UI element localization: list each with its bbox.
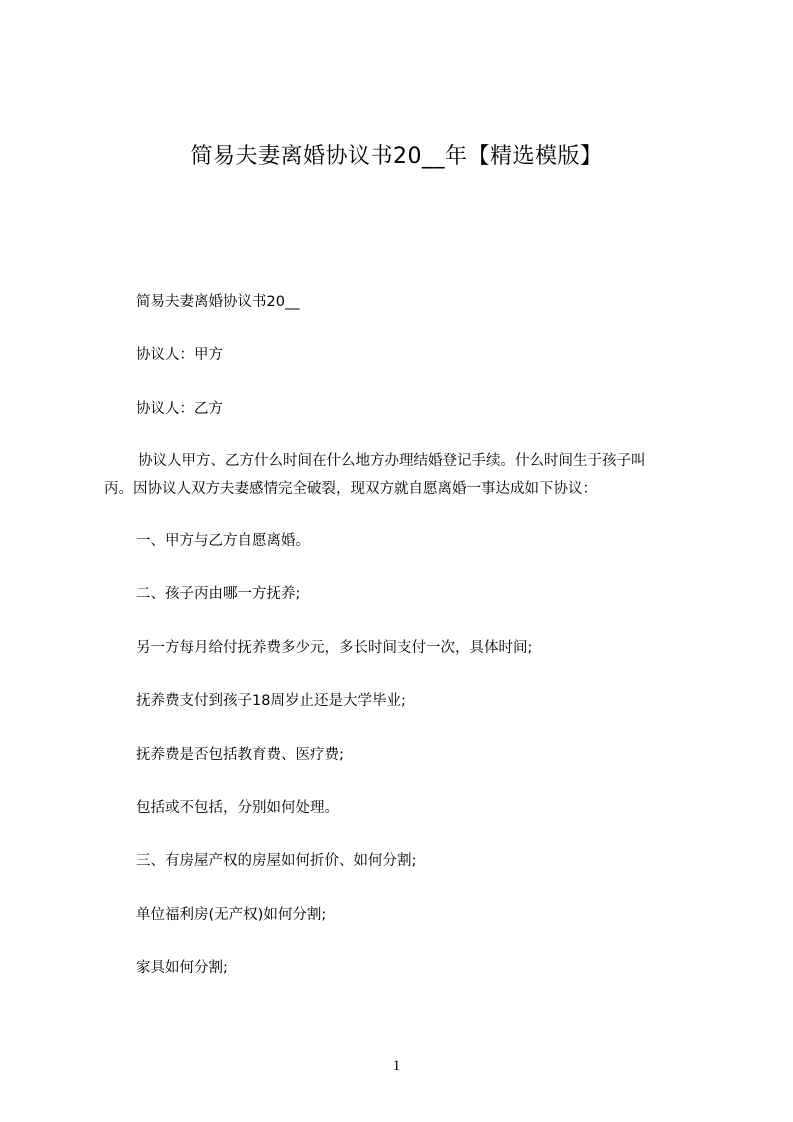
document-title: 简易夫妻离婚协议书20__年【精选模版】 [190, 144, 603, 169]
party-b-line: 协议人：乙方 [136, 401, 223, 417]
clause-item: 抚养费是否包括教育费、医疗费; [136, 747, 344, 763]
intro-paragraph-line-1: 协议人甲方、乙方什么时间在什么地方办理结婚登记手续。什么时间生于孩子叫 [138, 453, 646, 469]
clause-item: 另一方每月给付抚养费多少元，多长时间支付一次，具体时间; [136, 640, 533, 656]
clause-item: 包括或不包括，分别如何处理。 [136, 800, 339, 816]
intro-paragraph-line-2: 丙。因协议人双方夫妻感情完全破裂，现双方就自愿离婚一事达成如下协议： [104, 481, 597, 497]
clause-item: 二、孩子丙由哪一方抚养; [136, 586, 301, 602]
clause-item: 一、甲方与乙方自愿离婚。 [136, 533, 310, 549]
intro-paragraph [104, 447, 694, 503]
clause-item: 抚养费支付到孩子18周岁止还是大学毕业; [136, 693, 406, 709]
page-number: 1 [392, 1058, 401, 1074]
subtitle-line: 简易夫妻离婚协议书20__ [136, 294, 300, 310]
clause-item: 单位福利房(无产权)如何分割; [136, 907, 327, 923]
clause-item: 家具如何分割; [136, 960, 228, 976]
party-a-line: 协议人：甲方 [136, 347, 223, 363]
clause-item: 三、有房屋产权的房屋如何折价、如何分割; [136, 853, 417, 869]
